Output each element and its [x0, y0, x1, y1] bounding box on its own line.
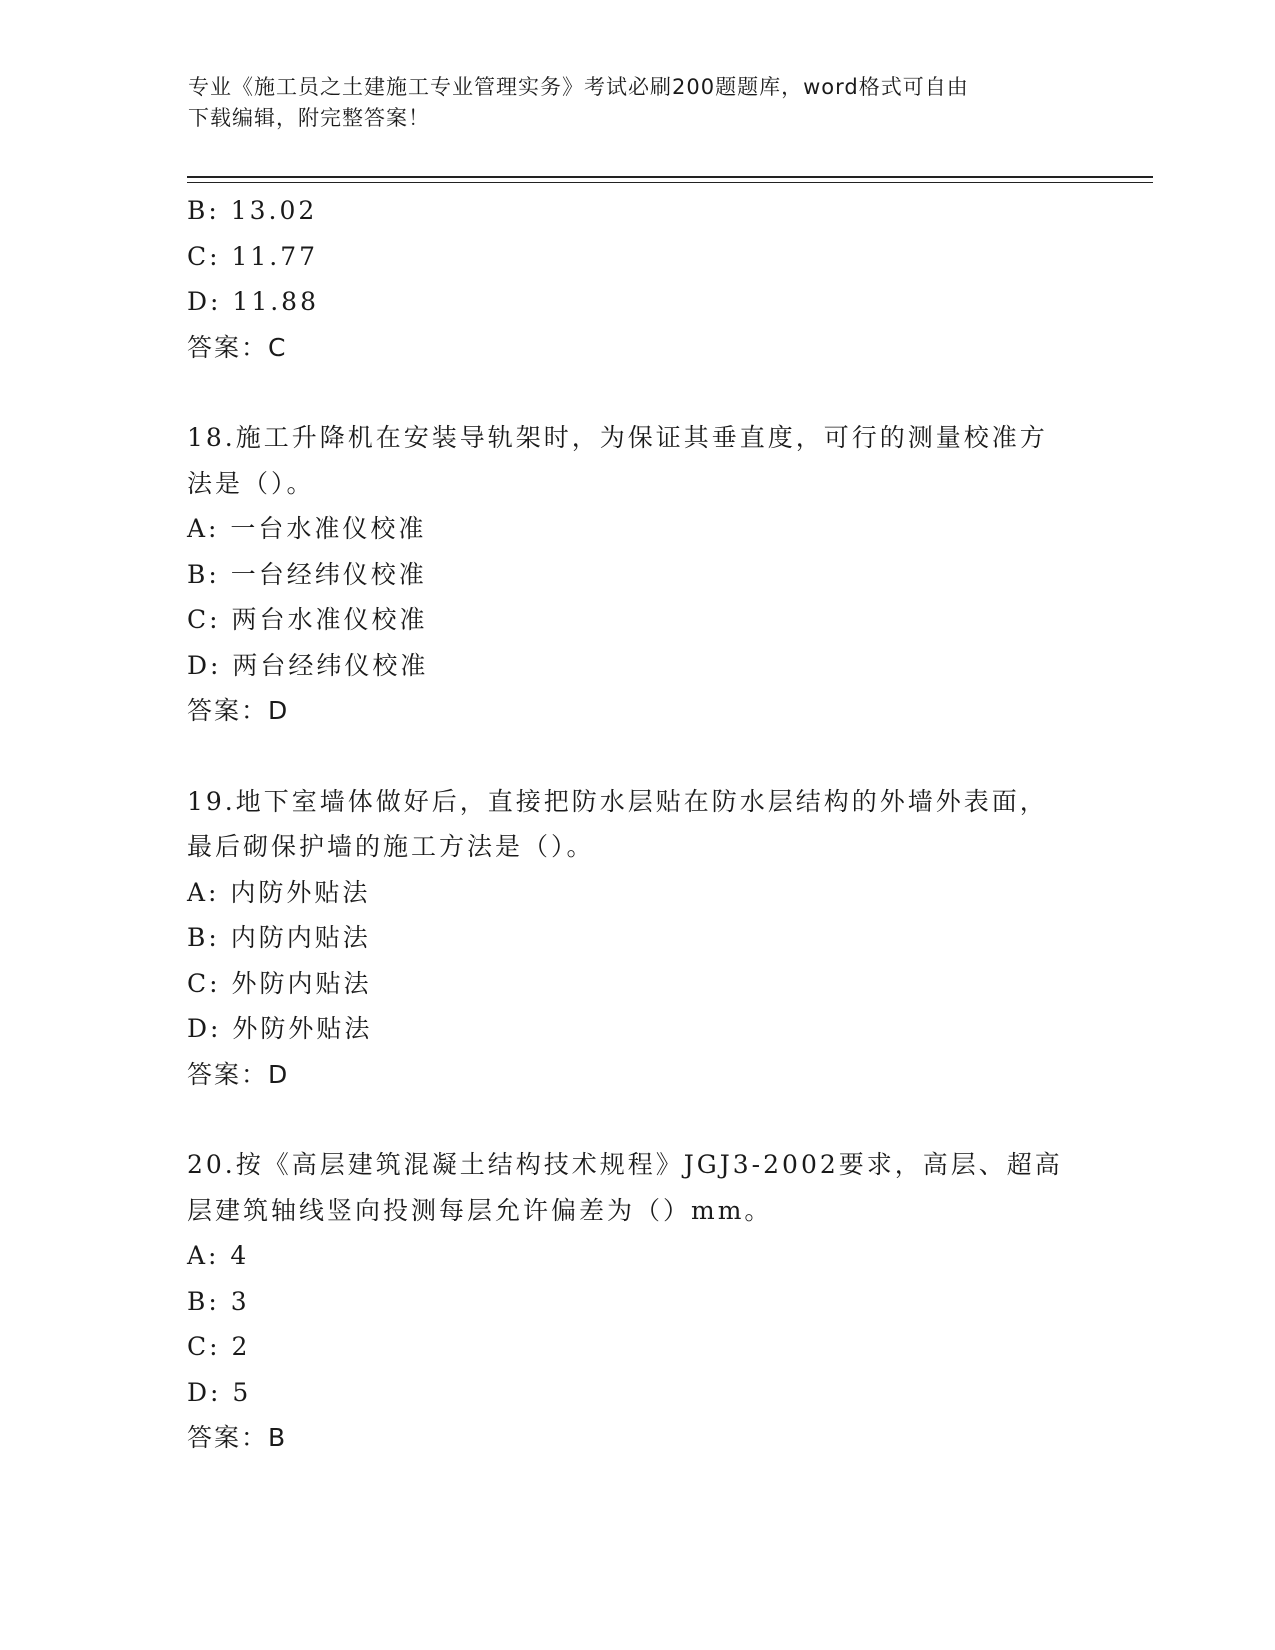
question-stem-line-2: 法是（）。 — [187, 468, 315, 498]
document-header — [188, 72, 1088, 134]
option-c: C: 两台水准仪校准 — [187, 605, 428, 634]
option-a: A: 一台水准仪校准 — [187, 514, 427, 543]
option-b: B: 内防内贴法 — [187, 923, 371, 952]
option-a: A: 内防外贴法 — [187, 877, 371, 907]
spacer — [187, 1097, 1087, 1142]
option-d: D: 两台经纬仪校准 — [187, 650, 429, 680]
option-c: C: 2 — [187, 1332, 251, 1361]
question-stem-line-2: 最后砌保护墙的施工方法是（）。 — [187, 832, 595, 861]
option-b: B: 13.02 — [187, 196, 318, 225]
answer: 答案：D — [187, 1059, 290, 1089]
option-b: B: 3 — [187, 1286, 250, 1316]
answer: 答案：C — [187, 332, 288, 362]
question-stem-line-1: 19.地下室墙体做好后，直接把防水层贴在防水层结构的外墙外表面， — [187, 786, 1048, 816]
question-19 — [187, 779, 1087, 1098]
spacer — [187, 734, 1087, 779]
answer: 答案：B — [187, 1423, 288, 1452]
answer: 答案：D — [187, 696, 290, 725]
option-a: A: 4 — [187, 1241, 250, 1270]
option-d: D: 5 — [187, 1377, 252, 1407]
question-stem-line-2: 层建筑轴线竖向投测每层允许偏差为（）mm。 — [187, 1195, 773, 1225]
option-d: D: 外防外贴法 — [187, 1014, 373, 1043]
option-d: D: 11.88 — [187, 287, 319, 316]
question-17-tail — [187, 188, 1087, 370]
question-18 — [187, 415, 1087, 734]
question-20 — [187, 1142, 1087, 1461]
question-stem-line-1: 20.按《高层建筑混凝土结构技术规程》JGJ3-2002要求，高层、超高 — [187, 1150, 1063, 1179]
header-divider-thin — [187, 182, 1153, 183]
option-c: C: 11.77 — [187, 241, 319, 271]
question-stem-line-1: 18.施工升降机在安装导轨架时，为保证其垂直度，可行的测量校准方 — [187, 423, 1048, 452]
question-list — [187, 188, 1087, 1461]
option-b: B: 一台经纬仪校准 — [187, 559, 427, 589]
header-divider-thick — [187, 176, 1153, 178]
spacer — [187, 370, 1087, 415]
option-c: C: 外防内贴法 — [187, 968, 372, 998]
header-line-1: 专业《施工员之土建施工专业管理实务》考试必刷200题题库，word格式可自由 — [188, 75, 969, 99]
header-line-2: 下载编辑，附完整答案！ — [188, 106, 430, 130]
